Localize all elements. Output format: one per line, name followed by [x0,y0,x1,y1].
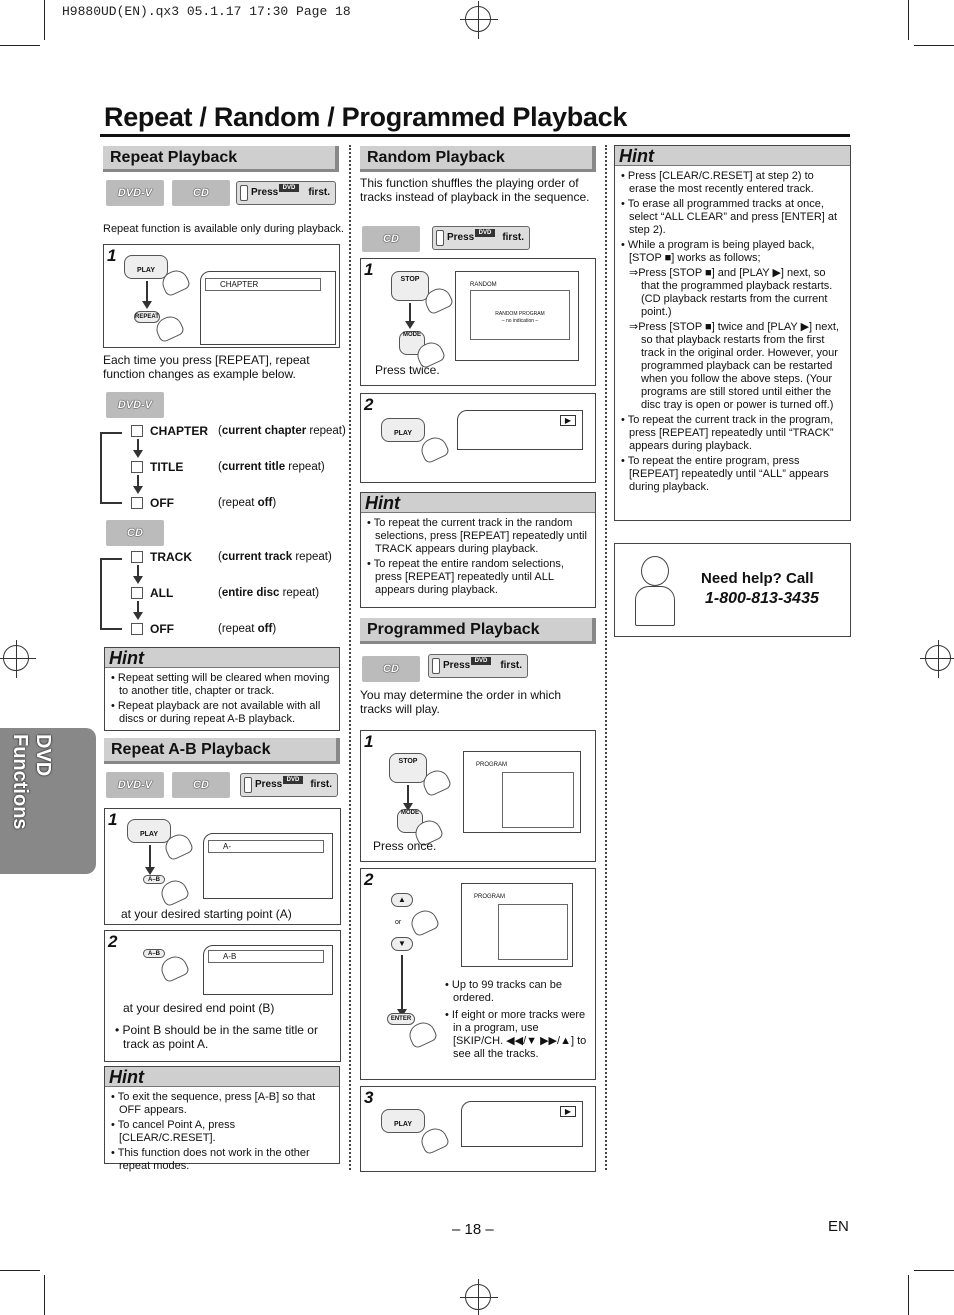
stop-button-graphic: STOP [389,753,427,783]
crop-mark [44,1275,45,1315]
ab-step-2-caption: at your desired end point (B) [123,1001,275,1015]
hint-title: Hint [615,146,850,166]
hint-item: ⇒Press [STOP ■] and [PLAY ▶] next, so that the programmed playback restarts. (CD playback restarts from the current point.) [629,267,833,318]
hint-item: • Press [CLEAR/C.RESET] at step 2) to erase the most recently entered track. [621,170,814,195]
play-button-graphic: PLAY [124,255,168,279]
or-label: or [395,919,402,926]
remote-icon [432,658,440,674]
random-playback-heading: Random Playback [360,146,596,172]
osd-program-grid [498,904,568,960]
cd-badge: CD [172,180,230,206]
repeat-mode-description: (entire disc repeat) [218,587,320,599]
support-agent-illustration [635,556,675,626]
tv-screen [461,883,573,967]
registration-mark-right [925,645,951,671]
osd-random-panel [470,290,570,340]
stop-button-graphic: STOP [391,271,429,301]
dvd-v-badge: DVD-V [106,772,164,798]
help-phone: 1-800-813-3435 [705,590,819,607]
dvd-tag: DVD [279,184,299,192]
down-button-graphic: ▼ [391,937,413,951]
cd-badge: CD [106,520,164,546]
tv-screen [461,1101,583,1147]
osd-program-grid [502,772,574,828]
hint-item: • To repeat the current track in the program, press [REPEAT] repeatedly until “TRACK” appears during playback. [621,414,834,452]
step-number: 2 [108,932,118,951]
flow-arrow-head [145,867,155,875]
flow-arrow-head [133,612,143,620]
random-intro: This function shuffles the playing order of tracks instead of playback in the sequence. [360,176,590,204]
flow-arrow-head [133,486,143,494]
dvd-tag: DVD [475,229,495,237]
step-number: 1 [364,732,374,751]
play-button-graphic: PLAY [381,418,425,442]
programmed-note: • Up to 99 tracks can be ordered. [445,979,562,1004]
hint-item: • While a program is being played back, [STOP ■] works as follows; [621,239,815,264]
press-dvd-first-badge: Press DVD first. [428,654,528,678]
hint-item: • To repeat the entire random selections, press [REPEAT] repeatedly until ALL appears during playback. [367,558,564,596]
play-button-graphic: PLAY [127,819,171,843]
random-step-2 [360,393,596,483]
tv-screen [200,271,336,345]
mode-button-graphic: MODE [399,331,425,355]
dvd-tag: DVD [471,657,491,665]
repeat-playback-heading: Repeat Playback [103,146,339,172]
tv-screen [457,410,583,450]
osd-chapter: CHAPTER [205,278,321,291]
up-button-graphic: ▲ [391,893,413,907]
repeat-availability-note: Repeat function is available only during playback. [103,223,344,235]
flow-arrow [401,955,403,1011]
ab-hint [104,1066,340,1172]
play-indicator-icon: ▶ [560,415,576,426]
mode-button-graphic: MODE [397,809,423,833]
crop-mark [914,1270,954,1271]
hint-item: • To exit the sequence, press [A-B] so that OFF appears. [111,1091,316,1116]
registration-mark-bottom [465,1284,491,1310]
random-step-1-caption: Press twice. [375,363,440,377]
dvd-v-badge: DVD-V [106,392,164,418]
flow-arrow-head [133,576,143,584]
osd-random-label: RANDOM [470,282,497,288]
step-number: 3 [364,1088,374,1107]
help-line-1: Need help? Call [701,570,814,587]
page-title: Repeat / Random / Programmed Playback [104,102,628,132]
flow-arrow-head [405,321,415,329]
hint-item: • To repeat the entire program, press [REPEAT] repeatedly until “ALL” appears during playback. [621,455,829,493]
flow-arrow-head [133,450,143,458]
press-dvd-first-badge: Press DVD first. [236,181,336,205]
repeat-mode-icon [131,587,143,599]
cd-cycle-bracket [100,558,122,630]
hint-item: • Repeat setting will be cleared when moving to another title, chapter or track. [111,672,330,697]
ab-button-graphic: A–B [143,875,165,884]
osd-random-line: RANDOM PROGRAM [495,311,545,317]
ab-button-graphic: A–B [143,949,165,958]
crop-mark [908,1275,909,1315]
flow-arrow-head [142,301,152,309]
repeat-cycle-description: Each time you press [REPEAT], repeat function changes as example below. [103,353,310,381]
crop-mark [0,1270,40,1271]
repeat-mode-description: (repeat off) [218,623,277,635]
dvd-v-badge: DVD-V [106,180,164,206]
repeat-mode-name: ALL [150,586,174,600]
crop-mark [0,45,40,46]
tv-screen [463,751,581,833]
programmed-step-2 [360,868,596,1080]
hint-item: • Repeat playback are not available with all discs or during repeat A-B playback. [111,700,321,725]
remote-icon [436,230,444,246]
remote-icon [240,185,248,201]
hint-title: Hint [105,1067,339,1087]
dvd-tag: DVD [283,776,303,784]
step-number: 2 [364,870,374,889]
programmed-step-3 [360,1086,596,1172]
remote-icon [244,777,252,793]
registration-mark-left [3,645,29,671]
language-code: EN [828,1218,849,1235]
page-number: – 18 – [452,1221,494,1238]
hint-item: ⇒Press [STOP ■] twice and [PLAY ▶] next, so that playback restarts from the first track in the original order. However, your programmed playback can be restarted when you follow the above steps. (Your programs are still stored until either the disc tray is open or power is turned off.) [629,321,839,411]
press-dvd-first-badge: Press DVD first. [240,773,338,797]
crop-mark [914,45,954,46]
random-step-1 [360,258,596,386]
play-button-graphic: PLAY [381,1109,425,1133]
play-indicator-icon: ▶ [560,1106,576,1117]
osd-a: A- [208,840,324,853]
flow-arrow [149,845,151,869]
repeat-mode-description: (repeat off) [218,497,277,509]
print-header: H9880UD(EN).qx3 05.1.17 17:30 Page 18 [62,4,351,19]
hint-item: • To cancel Point A, press [CLEAR/C.RESET]. [111,1119,236,1144]
repeat-mode-description: (current chapter repeat) [218,425,346,437]
repeat-mode-name: OFF [150,622,174,636]
programmed-note: • If eight or more tracks were in a program, use [SKIP/CH. ◀◀/▼ ▶▶/▲] to see all the tracks. [445,1009,587,1060]
repeat-mode-icon [131,623,143,635]
registration-mark-top [465,6,491,32]
crop-mark [908,0,909,40]
repeat-hint [104,647,340,731]
repeat-mode-description: (current title repeat) [218,461,325,473]
cd-badge: CD [172,772,230,798]
hint-title: Hint [361,493,595,513]
repeat-ab-heading: Repeat A-B Playback [104,738,340,764]
ab-step-2-note: • Point B should be in the same title or track as point A. [115,1023,318,1051]
programmed-step-1-caption: Press once. [373,839,437,853]
osd-program-label: PROGRAM [474,894,506,900]
press-dvd-first-badge: Press DVD first. [432,226,530,250]
column-divider [605,145,607,1170]
step-number: 1 [107,246,117,265]
cd-badge: CD [362,226,420,252]
programmed-playback-heading: Programmed Playback [360,618,596,644]
osd-random-sub: – no indication – [501,318,539,324]
ab-step-1-caption: at your desired starting point (A) [121,907,292,921]
repeat-button-graphic: REPEAT [134,311,160,323]
tv-screen [455,271,579,361]
enter-button-graphic: ENTER [387,1013,415,1025]
side-tab-label: DVD Functions [9,734,54,830]
step-number: 1 [364,260,374,279]
programmed-intro: You may determine the order in which tracks will play. [360,688,561,716]
column-divider [349,145,351,1170]
programmed-step-1 [360,730,596,862]
step-number: 2 [364,395,374,414]
tv-screen [203,833,333,899]
flow-arrow [146,281,148,303]
repeat-step-1 [103,244,340,348]
cd-badge: CD [362,656,420,682]
flow-arrow [409,303,411,323]
flow-arrow [407,785,409,805]
programmed-hint [614,145,851,521]
hand-icon [408,907,441,938]
repeat-mode-icon [131,461,143,473]
random-hint [360,492,596,608]
repeat-mode-name: CHAPTER [150,424,209,438]
repeat-mode-icon [131,425,143,437]
tv-screen [203,945,333,995]
repeat-mode-description: (current track repeat) [218,551,332,563]
side-tab [0,728,96,874]
help-box [614,543,851,637]
osd-program-label: PROGRAM [476,762,508,768]
repeat-mode-name: OFF [150,496,174,510]
ab-step-1 [104,808,341,925]
ab-step-2 [104,930,341,1062]
osd-ab: A-B [208,950,324,963]
hint-item: • This function does not work in the other repeat modes. [111,1147,310,1172]
repeat-mode-icon [131,551,143,563]
step-number: 1 [108,810,118,829]
hint-item: • To repeat the current track in the random selections, press [REPEAT] repeatedly until TRACK appears during playback. [367,517,587,555]
repeat-mode-name: TRACK [150,550,192,564]
repeat-mode-name: TITLE [150,460,184,474]
hint-title: Hint [105,648,339,668]
repeat-mode-icon [131,497,143,509]
title-rule [100,134,850,137]
crop-mark [44,0,45,40]
dvd-cycle-bracket [100,432,122,504]
hint-item: • To erase all programmed tracks at once, select “ALL CLEAR” and press [ENTER] at step 2). [621,198,838,236]
